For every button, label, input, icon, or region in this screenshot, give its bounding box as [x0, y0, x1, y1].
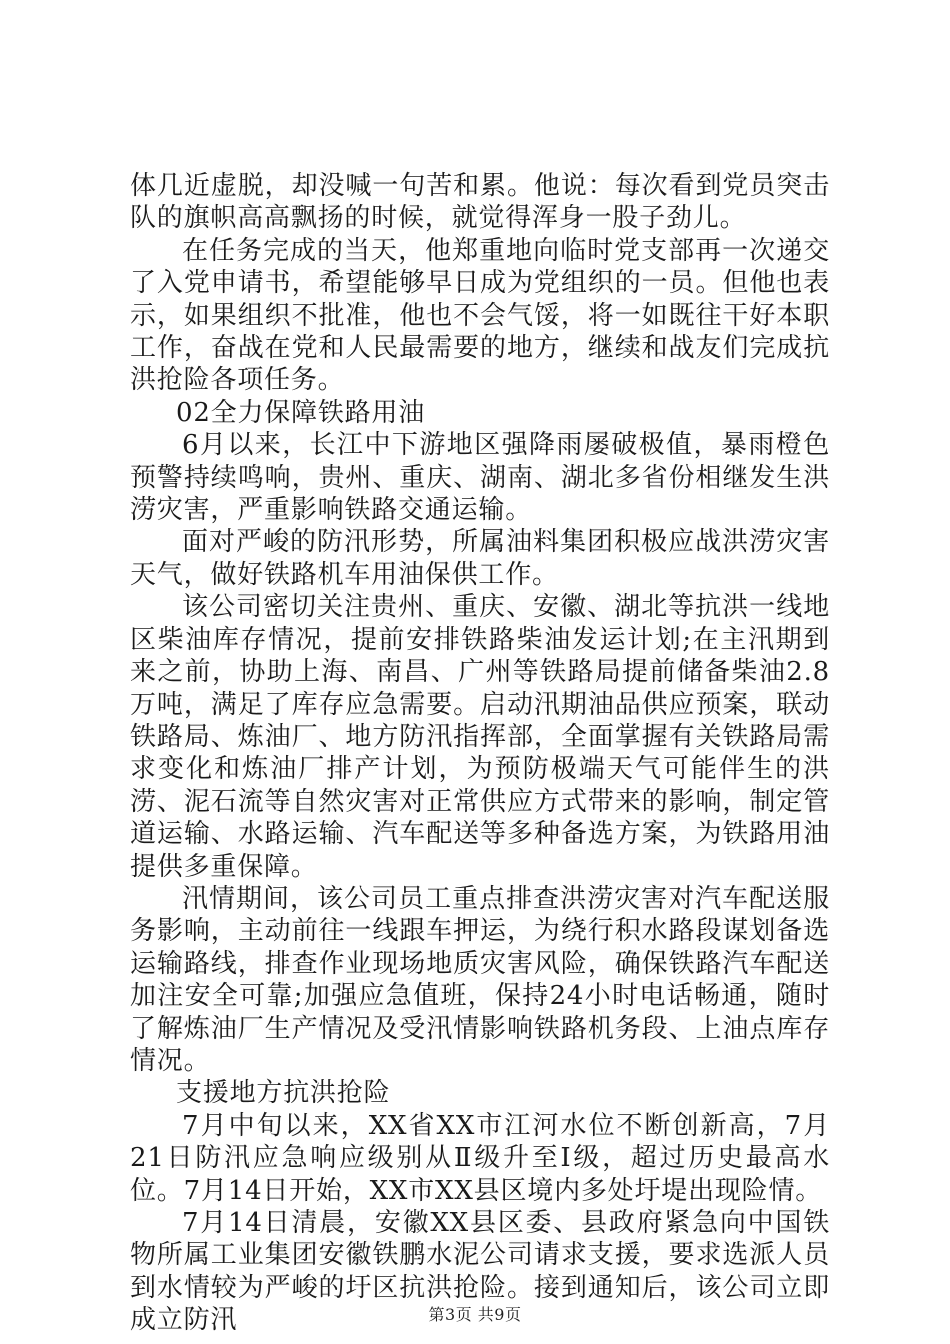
paragraph: 面对严峻的防汛形势，所属油料集团积极应战洪涝灾害天气，做好铁路机车用油保供工作。	[130, 527, 830, 590]
paragraph: 7月中旬以来，XX省XX市江河水位不断创新高，7月21日防汛应急响应级别从Ⅱ级升至Ⅰ级，超过历史最高水位。7月14日开始，XX市XX县区境内多处圩堤出现险情。	[130, 1110, 830, 1206]
paragraph-continuation: 体几近虚脱，却没喊一句苦和累。他说：每次看到党员突击队的旗帜高高飘扬的时候，就觉得浑身一股子劲儿。	[130, 171, 830, 234]
section-heading: 支援地方抗洪抢险	[176, 1078, 391, 1109]
paragraph: 汛情期间，该公司员工重点排查洪涝灾害对汽车配送服务影响，主动前往一线跟车押运，为绕行积水路段谋划备选运输路线，排查作业现场地质灾害风险，确保铁路汽车配送加注安全可靠;加强应急值班，保持24小时电话畅通，随时了解炼油厂生产情况及受汛情影响铁路机务段、上油点库存情况。	[130, 883, 830, 1076]
paragraph: 7月14日清晨，安徽XX县区委、县政府紧急向中国铁物所属工业集团安徽铁鹏水泥公司请求支援，要求选派人员到水情较为严峻的圩区抗洪抢险。接到通知后，该公司立即成立防汛	[130, 1208, 830, 1336]
paragraph: 该公司密切关注贵州、重庆、安徽、湖北等抗洪一线地区柴油库存情况，提前安排铁路柴油发运计划;在主汛期到来之前，协助上海、南昌、广州等铁路局提前储备柴油2.8万吨，满足了库存应急需要。启动汛期油品供应预案，联动铁路局、炼油厂、地方防汛指挥部，全面掌握有关铁路局需求变化和炼油厂排产计划，为预防极端天气可能伴生的洪涝、泥石流等自然灾害对正常供应方式带来的影响，制定管道运输、水路运输、汽车配送等多种备选方案，为铁路用油提供多重保障。	[130, 592, 830, 882]
section-heading: 02全力保障铁路用油	[176, 397, 426, 428]
document-body	[130, 170, 830, 1337]
paragraph: 6月以来，长江中下游地区强降雨屡破极值，暴雨橙色预警持续鸣响，贵州、重庆、湖南、湖北多省份相继发生洪涝灾害，严重影响铁路交通运输。	[130, 430, 830, 526]
paragraph: 在任务完成的当天，他郑重地向临时党支部再一次递交了入党申请书，希望能够早日成为党组织的一员。但他也表示，如果组织不批准，他也不会气馁，将一如既往干好本职工作，奋战在党和人民最需要的地方，继续和战友们完成抗洪抢险各项任务。	[130, 235, 830, 396]
page-footer: 第3页 共9页	[428, 1305, 522, 1324]
